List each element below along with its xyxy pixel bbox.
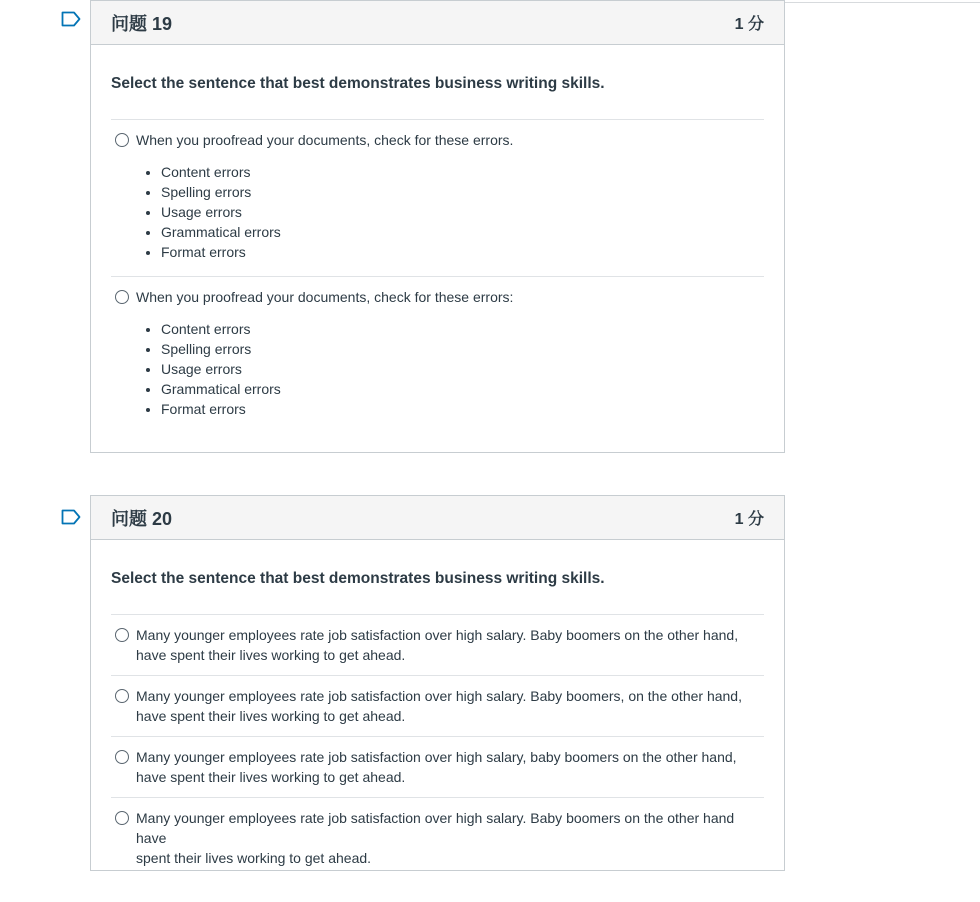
radio-button[interactable] <box>115 133 129 147</box>
answer-text-line: Many younger employees rate job satisfaction over high salary. Baby boomers, on the other hand, <box>136 688 742 704</box>
answer-text-line: Many younger employees rate job satisfaction over high salary, baby boomers on the other hand, <box>136 749 737 765</box>
answer-text-line: spent their lives working to get ahead. <box>136 850 372 866</box>
answer-option[interactable] <box>111 614 764 675</box>
question-title: 问题 19 <box>111 13 173 34</box>
answer-option[interactable] <box>111 736 764 797</box>
answer-bullet-list <box>136 319 513 419</box>
radio-button[interactable] <box>115 628 129 642</box>
flag-question-19-icon[interactable] <box>61 11 81 27</box>
answer-text-line: have spent their lives working to get ahead. <box>136 769 406 785</box>
answer-option[interactable] <box>111 119 764 276</box>
question-20 <box>90 495 785 871</box>
question-19 <box>90 0 785 453</box>
question-title: 问题 20 <box>111 508 173 529</box>
bullet-item: • Content errors <box>161 162 513 182</box>
flag-question-20-icon[interactable] <box>61 509 81 525</box>
answer-text-line: Many younger employees rate job satisfaction over high salary. Baby boomers on the other hand, <box>136 627 739 643</box>
answer-text: When you proofread your documents, check for these errors. <box>136 132 514 148</box>
bullet-item: • Usage errors <box>161 202 513 222</box>
question-points: 1 分 <box>734 16 764 33</box>
question-points: 1 分 <box>734 511 764 528</box>
bullet-item: • Format errors <box>161 399 513 419</box>
bullet-item: • Content errors <box>161 319 513 339</box>
answer-option[interactable] <box>111 797 764 878</box>
answer-bullet-list <box>136 162 513 262</box>
radio-button[interactable] <box>115 811 129 825</box>
answer-text-line: have spent their lives working to get ahead. <box>136 708 406 724</box>
question-header <box>91 1 784 45</box>
bullet-item: • Usage errors <box>161 359 513 379</box>
radio-button[interactable] <box>115 689 129 703</box>
bullet-item: • Grammatical errors <box>161 222 513 242</box>
bullet-item: • Format errors <box>161 242 513 262</box>
answer-option[interactable] <box>111 276 764 433</box>
question-prompt: Select the sentence that best demonstrates business writing skills. <box>111 75 605 92</box>
radio-button[interactable] <box>115 290 129 304</box>
answer-option[interactable] <box>111 675 764 736</box>
answer-text: When you proofread your documents, check for these errors: <box>136 289 514 305</box>
bullet-item: • Spelling errors <box>161 339 513 359</box>
radio-button[interactable] <box>115 750 129 764</box>
bullet-item: • Spelling errors <box>161 182 513 202</box>
question-header <box>91 496 784 540</box>
answer-text-line: have spent their lives working to get ahead. <box>136 647 406 663</box>
answer-text-line: Many younger employees rate job satisfaction over high salary. Baby boomers on the other hand have <box>136 810 735 846</box>
page-top-rule <box>784 2 980 3</box>
bullet-item: • Grammatical errors <box>161 379 513 399</box>
question-prompt: Select the sentence that best demonstrates business writing skills. <box>111 570 605 587</box>
